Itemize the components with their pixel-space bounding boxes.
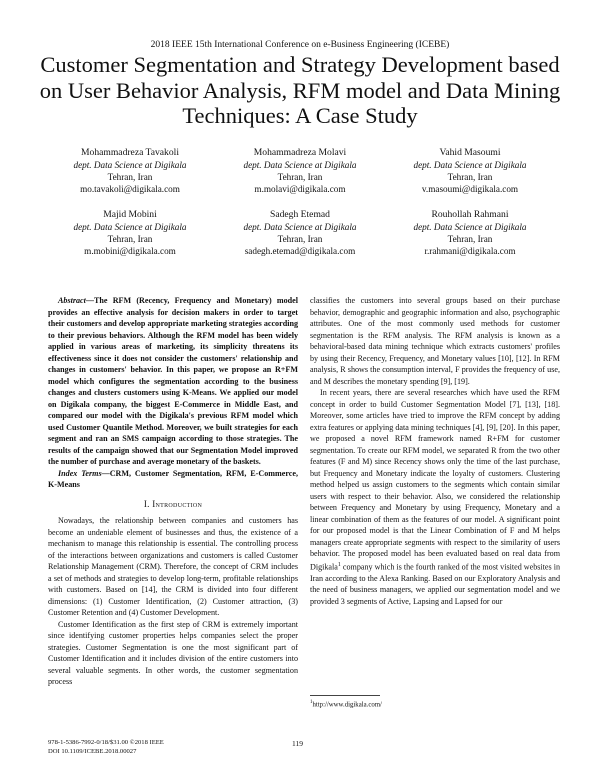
author-email[interactable]: v.masoumi@digikala.com bbox=[421, 184, 519, 194]
author-block bbox=[375, 209, 565, 257]
page-title: Customer Segmentation and Strategy Development based on User Behavior Analysis, RFM model and Data Mining Techniques: A Case Study bbox=[39, 52, 561, 128]
author-block bbox=[205, 147, 395, 195]
paragraph: Customer Identification as the first step of CRM is extremely important since identifying customer properties helps companies select the proper strategies. Customer Segmentation is one the most significant part of Customer Identification and it includes division of the entire customers into several valuable segments. In other words, the customer segmentation process bbox=[48, 619, 298, 686]
abstract bbox=[48, 295, 298, 468]
author-affiliation: dept. Data Science at Digikala bbox=[413, 160, 527, 170]
author-email[interactable]: m.mobini@digikala.com bbox=[84, 246, 176, 256]
author-block bbox=[205, 209, 395, 257]
author-location: Tehran, Iran bbox=[277, 234, 323, 244]
author-affiliation: dept. Data Science at Digikala bbox=[413, 222, 527, 232]
index-terms-text: —CRM, Customer Segmentation, RFM, E-Commerce, K-Means bbox=[48, 468, 298, 489]
author-name: Mohammadreza Tavakoli bbox=[81, 147, 179, 158]
author-name: Sadegh Etemad bbox=[270, 209, 330, 220]
author-location: Tehran, Iran bbox=[107, 172, 153, 182]
author-block bbox=[35, 147, 225, 195]
author-name: Majid Mobini bbox=[103, 209, 157, 220]
footnote-ref[interactable]: 1 bbox=[337, 561, 341, 568]
footnote-link[interactable]: http://www.digikala.com/ bbox=[312, 701, 382, 709]
doi-line: DOI 10.1109/ICEBE.2018.00027 bbox=[48, 747, 137, 755]
paragraph-text: In recent years, there are several researches which have used the RFM concept in order to build Customer Segmentation Model [7], [13], [18]. Moreover, some articles have tried to improve the RFM concept by adding extra features or applying data mining techniques [4], [9], [20]. In this paper, we proposed a novel RFM framework named R+FM for customer segmentation. To create our RFM model, we separated R from the two other features (F and M) since Recency shows only the time of the last purchase, but Frequency and Monetary indicate the loyalty of customers. Clustering method helped us assign customers to the segments which contain similar users with respect to their behavior. Also, we considered the relationship between Frequency and Monetary by using Frequency, Monetary and a linear combination of them as the features of our model. A significant point for our proposed model is that the Linear Combination of F and M helps managers create appropriate segments with respect to the similarity of users behavior. The proposed model has been evaluated based on real data from Digikala bbox=[310, 388, 560, 572]
footnote-divider bbox=[310, 695, 380, 696]
index-terms-label: Index Terms bbox=[58, 468, 102, 478]
author-location: Tehran, Iran bbox=[277, 172, 323, 182]
index-terms bbox=[48, 468, 298, 491]
author-name: Rouhollah Rahmani bbox=[431, 209, 509, 220]
abstract-label: Abstract bbox=[58, 296, 86, 305]
author-location: Tehran, Iran bbox=[447, 172, 493, 182]
author-affiliation: dept. Data Science at Digikala bbox=[73, 160, 187, 170]
paragraph: classifies the customers into several groups based on their purchase behavior, demographic and geographic information and also, psychographic attributes. One of the most commonly used methods for customer segmentation is the RFM analysis. The RFM analysis is known as a behavioral-based data mining technique which extracts customers' profiles by using their Recency, Frequency, and Monetary values [10], [12]. In RFM analysis, R shows the consumption interval, F provides the frequency of use, and M describes the monetary spending [9], [19]. bbox=[310, 296, 560, 386]
author-email[interactable]: sadegh.etemad@digikala.com bbox=[244, 246, 356, 256]
paragraph: Nowadays, the relationship between companies and customers has become an undeniable element of businesses and thus, the existence of a mechanism to manage this relationship is essential. The controlling process of the interactions between organizations and customers is called Customer Relationship Management (CRM). Therefore, the concept of CRM includes a set of methods and strategies to develop long-term, profitable relationships with customers. Based on [14], the CRM is divided into four different dimensions: (1) Customer Identification, (2) Customer attraction, (3) Customer Retention and (4) Customer Development. bbox=[48, 516, 298, 617]
isbn-block bbox=[48, 739, 164, 756]
author-email[interactable]: m.molavi@digikala.com bbox=[254, 184, 346, 194]
author-location: Tehran, Iran bbox=[447, 234, 493, 244]
isbn-line: 978-1-5386-7992-0/18/$31.00 ©2018 IEEE bbox=[48, 739, 164, 746]
author-location: Tehran, Iran bbox=[107, 234, 153, 244]
author-email[interactable]: mo.tavakoli@digikala.com bbox=[80, 184, 180, 194]
author-affiliation: dept. Data Science at Digikala bbox=[243, 160, 357, 170]
right-column bbox=[310, 295, 560, 607]
author-block bbox=[35, 209, 225, 257]
page-number: 119 bbox=[292, 739, 303, 748]
section-heading: I. Introduction bbox=[143, 498, 203, 509]
author-block bbox=[375, 147, 565, 195]
footnote-mark: 1 bbox=[310, 700, 313, 705]
abstract-text: —The RFM (Recency, Frequency and Monetary) model provides an effective analysis for decision makers in order to target their customers and develop appropriate marketing strategies according to their previous behaviors. Although the RFM model has been widely applied in various areas of marketing, its simplicity threatens its effectiveness since it does not consider the customers' relationship and changes in customers' behavior. In this paper, we propose an R+FM model which configures the segmentation according to the business changes and clusters customers using K-Means. We applied our model on Digikala company, the biggest E-Commerce in Middle East, and compared our model with the Digikala's previous RFM model which used Customer Quantile Method. Moreover, we built strategies for each segment and ran an SMS campaign according to those strategies. The results of the campaign showed that our Segmentation Model improved the number of purchase and average monetary of the baskets. bbox=[48, 296, 298, 466]
author-email[interactable]: r.rahmani@digikala.com bbox=[424, 246, 516, 256]
author-affiliation: dept. Data Science at Digikala bbox=[73, 222, 187, 232]
left-column bbox=[48, 295, 298, 688]
paragraph bbox=[310, 387, 560, 607]
author-name: Mohammadreza Molavi bbox=[253, 147, 347, 158]
author-affiliation: dept. Data Science at Digikala bbox=[243, 222, 357, 232]
conference-header: 2018 IEEE 15th International Conference on e-Business Engineering (ICEBE) bbox=[150, 40, 450, 50]
paragraph-text: company which is the fourth ranked of the most visited websites in Iran according to the Alexa Ranking. Based on our Exploratory Analysis and the need of business managers, we applied our segmentation model and we provided 3 segments of Active, Lapsing and Lapsed for our bbox=[310, 562, 560, 606]
author-name: Vahid Masoumi bbox=[439, 147, 501, 158]
footnote bbox=[310, 700, 560, 708]
